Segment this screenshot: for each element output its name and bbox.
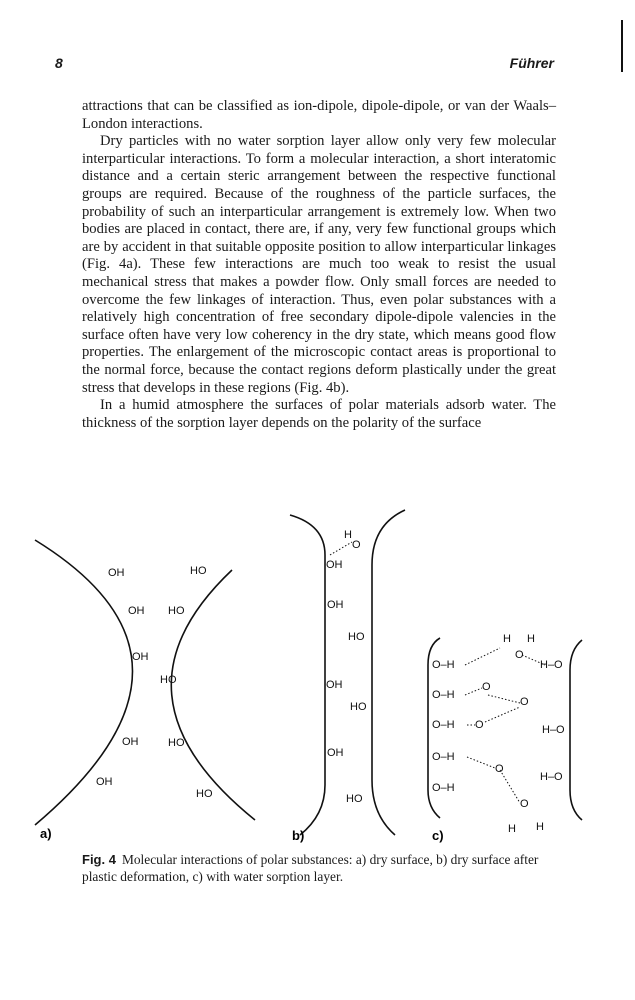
water-h: H xyxy=(503,633,511,645)
paragraph-3: In a humid atmosphere the surfaces of polar materials adsorb water. The thickness of the sorption layer depends on the polarity of the surface xyxy=(82,397,556,431)
oh-group: OH xyxy=(108,567,125,579)
o-atom: O xyxy=(352,539,361,551)
oh-group: OH xyxy=(122,736,139,748)
water-o: O xyxy=(520,798,529,810)
ho-group: HO xyxy=(190,565,207,577)
panel-c-groups xyxy=(432,633,565,835)
water-o: O xyxy=(520,696,529,708)
surface-oh: O–H xyxy=(432,689,455,701)
surface-oh: O–H xyxy=(432,659,455,671)
oh-group: OH xyxy=(96,776,113,788)
page-edge-mark xyxy=(621,20,623,72)
body-text xyxy=(82,98,556,432)
ho-group: HO xyxy=(168,605,185,617)
oh-group: OH xyxy=(132,651,149,663)
panel-label-b: b) xyxy=(292,828,305,843)
caption-figure-number: Fig. 4 xyxy=(82,852,116,867)
page-number: 8 xyxy=(55,55,63,71)
paragraph-1: attractions that can be classified as ion-dipole, dipole-dipole, or van der Waals–London interactions. xyxy=(82,98,556,132)
ho-group: HO xyxy=(196,788,213,800)
oh-group: OH xyxy=(128,605,145,617)
water-h: H xyxy=(536,821,544,833)
panel-b-right-surface xyxy=(372,510,405,835)
surface-ho: H–O xyxy=(542,724,565,736)
figure-4 xyxy=(0,500,635,845)
water-o: O xyxy=(475,719,484,731)
running-head: Führer xyxy=(509,55,554,71)
caption-text: Molecular interactions of polar substances: a) dry surface, b) dry surface after plastic deformation, c) with water sorption layer. xyxy=(82,852,539,884)
water-o: O xyxy=(482,681,491,693)
surface-oh: O–H xyxy=(432,719,455,731)
panel-b-groups xyxy=(326,529,367,805)
panel-c-right-surface xyxy=(570,640,582,820)
surface-oh: O–H xyxy=(432,782,455,794)
panel-a-left-surface xyxy=(35,540,133,825)
surface-ho: H–O xyxy=(540,659,563,671)
ho-group: HO xyxy=(346,793,363,805)
panel-a-groups xyxy=(96,565,213,800)
water-o: O xyxy=(495,763,504,775)
panel-label-c: c) xyxy=(432,828,444,843)
paragraph-2: Dry particles with no water sorption layer allow only very few molecular interparticular interactions. To form a molecular interaction, a short interatomic distance and a certain steric arrangement between the respective functional groups are required. Because of the roughness of the particle surfaces, the probability of such an interparticular arrangement is extremely low. When two bodies are placed in contact, there are, if any, very few functional groups which are by accident in that suitable opposite position to allow interparticular linkages (Fig. 4a). These few interactions are much too weak to resist the usual mechanical stress that makes a powder flow. Only small forces are needed to overcome the few linkages of interaction. Thus, even polar substances with a relatively high concentration of free secondary dipole-dipole valencies in the surface often have very low coherency in the dry state, which means good flow properties. The enlargement of the microscopic contact areas is proportional to the normal force, because the contact regions deform plastically under the great stress that develops in these regions (Fig. 4b). xyxy=(82,133,556,396)
water-o: O xyxy=(515,649,524,661)
h-atom: H xyxy=(344,529,352,541)
water-h: H xyxy=(527,633,535,645)
ho-group: HO xyxy=(348,631,365,643)
oh-group: OH xyxy=(327,599,344,611)
figure-caption xyxy=(82,852,556,885)
surface-ho: H–O xyxy=(540,771,563,783)
panel-b-left-surface xyxy=(290,515,325,835)
oh-group: OH xyxy=(326,679,343,691)
oh-group: OH xyxy=(327,747,344,759)
ho-group: HO xyxy=(160,674,177,686)
ho-group: HO xyxy=(350,701,367,713)
hydrogen-bonds xyxy=(330,542,545,803)
water-h: H xyxy=(508,823,516,835)
ho-group: HO xyxy=(168,737,185,749)
figure-4-drawing xyxy=(0,500,635,845)
panel-label-a: a) xyxy=(40,826,52,841)
surface-oh: O–H xyxy=(432,751,455,763)
oh-group: OH xyxy=(326,559,343,571)
